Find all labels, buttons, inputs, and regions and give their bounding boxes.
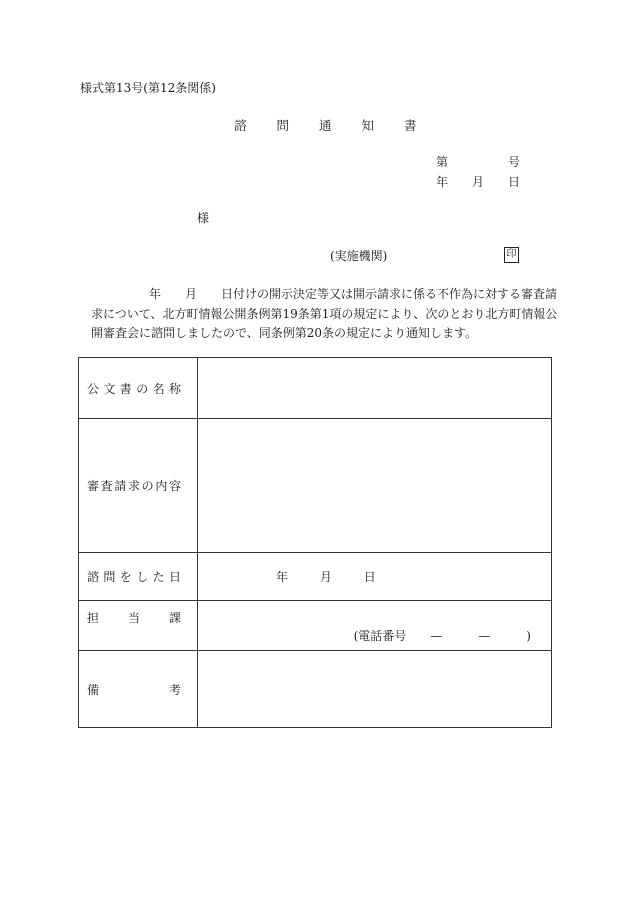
document-name-field[interactable] [198,358,552,419]
seal-mark: 印 [504,247,519,263]
table-row [79,358,552,419]
notice-body-text: 年 月 日付けの開示決定等又は開示請求に係る不作為に対する審査請求について、北方町情報公開条例第19条第1項の規定により、次のとおり北方町情報公開審査会に諮問しましたので、同条例第20条の規定により通知します。 [91,287,558,340]
table-row [79,601,552,651]
request-content-field[interactable] [198,419,552,553]
table-row [79,419,552,553]
department-field[interactable] [198,601,552,651]
document-number-line: 第 号 [436,155,521,169]
month-label: 月 [319,570,332,584]
table-row [79,553,552,601]
phone-number-line: (電話番号 — — ) [353,629,531,643]
day-label: 日 [363,570,376,584]
table-row [79,651,552,728]
consult-date-label: 諮問をした日 [79,553,198,601]
remarks-label: 備考 [79,651,198,728]
remarks-field[interactable] [198,651,552,728]
form-number: 様式第13号(第12条関係) [80,81,216,95]
request-content-label: 審査請求の内容 [79,419,198,553]
addressee-suffix: 様 [197,211,210,225]
agency-label: (実施機関) [330,249,388,263]
department-label: 担当課 [79,601,198,651]
consult-date-field[interactable] [198,553,552,601]
year-label: 年 [276,570,289,584]
notice-form-table [78,357,552,728]
document-name-label: 公文書の名称 [79,358,198,419]
document-date-line: 年 月 日 [436,175,521,189]
document-title: 諮問通知書 [234,118,447,133]
